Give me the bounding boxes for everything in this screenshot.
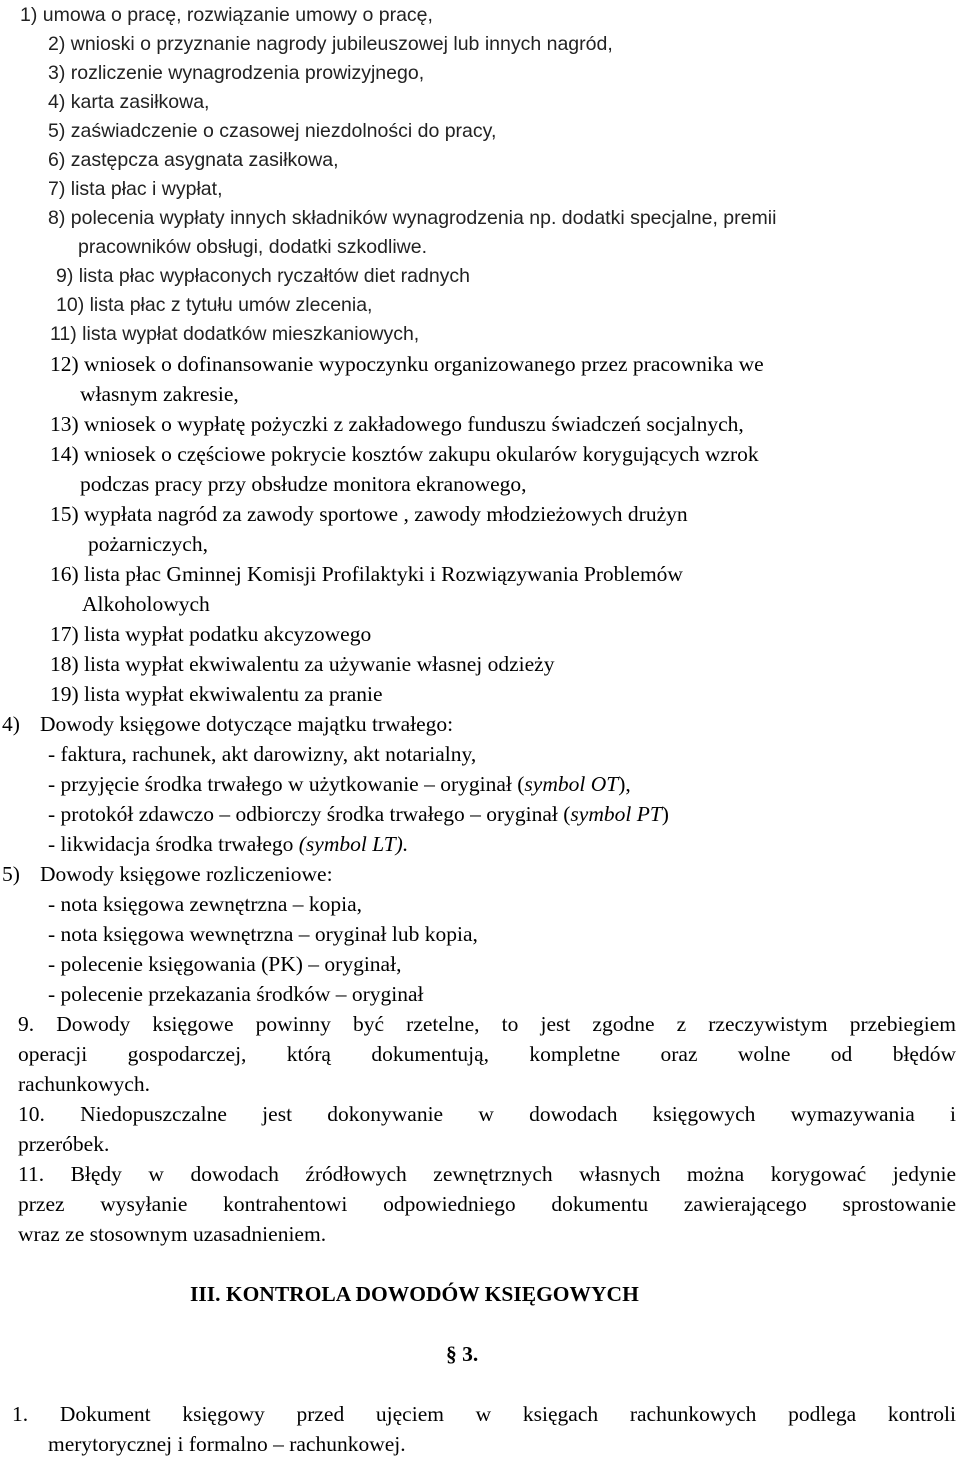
list-item: - protokół zdawczo – odbiorczy środka trwałego – oryginał (symbol PT) <box>48 802 669 826</box>
list-item: 3) rozliczenie wynagrodzenia prowizyjnego, <box>48 62 425 84</box>
list-item: 19) lista wypłat ekwiwalentu za pranie <box>50 682 383 706</box>
list-item: - polecenie księgowania (PK) – oryginał, <box>48 952 402 976</box>
list-item: 5) zaświadczenie o czasowej niezdolności do pracy, <box>48 120 497 142</box>
list-item: - nota księgowa zewnętrzna – kopia, <box>48 892 363 916</box>
list-item: - polecenie przekazania środków – oryginał <box>48 982 424 1006</box>
list-item: 7) lista płac i wypłat, <box>48 178 223 200</box>
list-item-continuation: własnym zakresie, <box>80 382 239 406</box>
list-item: 18) lista wypłat ekwiwalentu za używanie własnej odzieży <box>50 652 555 676</box>
chapter-title: III. KONTROLA DOWODÓW KSIĘGOWYCH <box>190 1282 639 1306</box>
list-item: 11) lista wypłat dodatków mieszkaniowych, <box>50 323 420 345</box>
paragraph-line: merytorycznej i formalno – rachunkowej. <box>48 1432 406 1456</box>
paragraph-line: 9. Dowody księgowe powinny być rzetelne, to jest zgodne z rzeczywistym przebiegiem <box>18 1012 956 1036</box>
section-number: 4) <box>2 712 20 736</box>
list-item: - nota księgowa wewnętrzna – oryginał lub kopia, <box>48 922 478 946</box>
section-heading: Dowody księgowe rozliczeniowe: <box>40 862 333 886</box>
list-item: 10) lista płac z tytułu umów zlecenia, <box>56 294 373 316</box>
list-item-continuation: Alkoholowych <box>82 592 210 616</box>
list-item: 4) karta zasiłkowa, <box>48 91 210 113</box>
list-item: 13) wniosek o wypłatę pożyczki z zakładowego funduszu świadczeń socjalnych, <box>50 412 744 436</box>
section-symbol: § 3. <box>446 1342 479 1366</box>
list-item-continuation: pożarniczych, <box>88 532 208 556</box>
list-item: 16) lista płac Gminnej Komisji Profilaktyki i Rozwiązywania Problemów <box>50 562 683 586</box>
list-item: 17) lista wypłat podatku akcyzowego <box>50 622 372 646</box>
paragraph-line: przeróbek. <box>18 1132 110 1156</box>
section-heading: Dowody księgowe dotyczące majątku trwałego: <box>40 712 454 736</box>
paragraph-line: operacji gospodarczej, którą dokumentują, kompletne oraz wolne od błędów <box>18 1042 956 1066</box>
paragraph-line: wraz ze stosownym uzasadnieniem. <box>18 1222 327 1246</box>
list-item: 1) umowa o pracę, rozwiązanie umowy o pracę, <box>20 4 433 26</box>
paragraph-line: przez wysyłanie kontrahentowi odpowiedniego dokumentu zawierającego sprostowanie <box>18 1192 956 1216</box>
list-item: 6) zastępcza asygnata zasiłkowa, <box>48 149 339 171</box>
list-item-continuation: podczas pracy przy obsłudze monitora ekranowego, <box>80 472 527 496</box>
list-item: 15) wypłata nagród za zawody sportowe , zawody młodzieżowych drużyn <box>50 502 688 526</box>
paragraph-line: 11. Błędy w dowodach źródłowych zewnętrznych własnych można korygować jedynie <box>18 1162 956 1186</box>
list-item: 14) wniosek o częściowe pokrycie kosztów zakupu okularów korygujących wzrok <box>50 442 759 466</box>
list-item: - przyjęcie środka trwałego w użytkowanie – oryginał (symbol OT), <box>48 772 631 796</box>
paragraph-line: 1. Dokument księgowy przed ujęciem w księgach rachunkowych podlega kontroli <box>12 1402 956 1426</box>
list-item: 8) polecenia wypłaty innych składników wynagrodzenia np. dodatki specjalne, premii <box>48 207 777 229</box>
list-item: 2) wnioski o przyznanie nagrody jubileuszowej lub innych nagród, <box>48 33 613 55</box>
list-item: - faktura, rachunek, akt darowizny, akt notarialny, <box>48 742 477 766</box>
list-item: - likwidacja środka trwałego (symbol LT). <box>48 832 409 856</box>
paragraph-line: rachunkowych. <box>18 1072 150 1096</box>
section-number: 5) <box>2 862 20 886</box>
list-item-continuation: pracowników obsługi, dodatki szkodliwe. <box>78 236 428 258</box>
paragraph-line: 10. Niedopuszczalne jest dokonywanie w dowodach księgowych wymazywania i <box>18 1102 956 1126</box>
list-item: 9) lista płac wypłaconych ryczałtów diet radnych <box>56 265 471 287</box>
list-item: 12) wniosek o dofinansowanie wypoczynku organizowanego przez pracownika we <box>50 352 764 376</box>
